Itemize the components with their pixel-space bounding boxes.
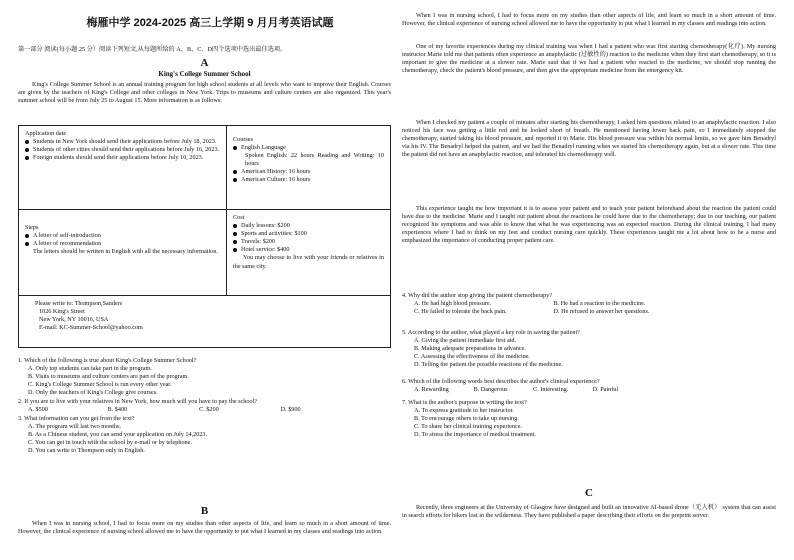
app-date-item: Foreign students should send their applications before July 10, 2023. (25, 154, 220, 162)
options-row (402, 308, 776, 316)
passage-a-title: King's College Summer School (158, 70, 251, 78)
answer-option[interactable]: D. Only the teachers of King's College give courses. (28, 389, 158, 397)
question-1 (18, 357, 391, 397)
program-info-table (18, 125, 391, 348)
cost-heading: Cost (233, 214, 245, 221)
contact-email: E-mail: KC-Summer-School@yahoo.com (39, 324, 143, 332)
answer-option[interactable]: C. Assessing the effectiveness of the medicine. (414, 353, 531, 361)
application-date-heading: Application date (25, 130, 67, 137)
answer-option[interactable]: B. He had a reaction to the medicine. (553, 300, 646, 308)
cost-item: Sports and activities: $100 (233, 230, 384, 238)
contact-cell (19, 296, 391, 348)
step-item: A letter of recommendation (25, 240, 220, 248)
bullet-icon (233, 146, 237, 150)
answer-option[interactable]: A. To express gratitude to her instructor. (414, 407, 514, 415)
question-5 (402, 329, 776, 369)
answer-option[interactable]: A. Rewarding (414, 386, 449, 394)
course-item: American Culture: 16 hours (233, 176, 384, 184)
bullet-icon (25, 140, 29, 144)
bullet-icon (25, 156, 29, 160)
bullet-icon (25, 242, 29, 246)
question-stem: 4. Why did the author stop giving the patient chemotherapy? (402, 292, 553, 299)
course-detail: Spoken English: 22 hours Reading and Writing: 10 hours (245, 152, 384, 168)
question-stem: 3. What information can you get from the text? (18, 415, 135, 422)
answer-option[interactable]: D. To stress the importance of medical treatment. (414, 431, 536, 439)
passage-b-letter: B (200, 505, 209, 517)
options-row (402, 300, 776, 308)
step-item: A letter of self-introduction (25, 232, 220, 240)
answer-option[interactable]: C. You can get in touch with the school by e-mail or by telephone. (28, 439, 192, 447)
courses-cell (227, 126, 391, 210)
app-date-item: Students in New York should send their applications before July 18, 2023. (25, 138, 220, 146)
question-2 (18, 398, 391, 414)
question-3 (18, 415, 391, 455)
steps-heading: Steps (25, 224, 39, 231)
passage-b-paragraph-3: When I checked my patient a couple of minutes after starting his chemotherapy, I asked him questions related to an anaphylactic reaction. I also noticed his face was getting a little red and he looked short of breath. He mentioned having lower back pain, so I immediately stopped the chemotherapy, started taking his blood pressure, and reported it to Marie. His blood pressure was within his normal limits, so we gave him Benadryl via his IV. The Benadryl helped the patient, and we had the Benadryl running when we started his chemotherapy again, but at a slower rate. This time the patient did not have an anaphylactic reaction, and tolerated his chemotherapy well. (402, 119, 776, 159)
answer-option[interactable]: A. $500 (28, 406, 48, 414)
answer-option[interactable]: B. Making adequate preparations in advance. (414, 345, 526, 353)
contact-line: New York, NY 10016, USA (39, 316, 109, 324)
question-6 (402, 378, 776, 394)
question-7 (402, 399, 776, 439)
options-row (18, 406, 391, 414)
answer-option[interactable]: D. He refused to answer her questions. (553, 308, 650, 316)
options-row (402, 386, 776, 394)
bullet-icon (233, 224, 237, 228)
application-date-cell (19, 126, 227, 210)
answer-option[interactable]: B. To encourage others to take up nursing. (414, 415, 519, 423)
passage-c-paragraph-1: Recently, three engineers at the University of Glasgow have designed and built an innovative AI-based drone（无人机） system that can assist in search efforts for hikers lost in the wilderness. They have published a paper describing their efforts on the preprint server. (402, 504, 776, 520)
answer-option[interactable]: C. Interesting. (533, 386, 569, 394)
answer-option[interactable]: A. Giving the patient immediate first aid. (414, 337, 517, 345)
course-item: American History: 16 hours (233, 168, 384, 176)
question-stem: 7. What is the author's purpose in writing the text? (402, 399, 527, 406)
part-instructions: 第一部分 阅读(每小题 25 分）阅读下列短文,从每题所给的 A、B、C、D四个选项中选出最佳选项。 (18, 46, 287, 53)
answer-option[interactable]: A. He had high blood pressure. (414, 300, 492, 308)
question-stem: 1. Which of the following is true about King's College Summer School? (18, 357, 197, 364)
cost-item: Daily lessons: $200 (233, 222, 384, 230)
answer-option[interactable]: B. Visits to museums and culture centers are part of the program. (28, 373, 189, 381)
passage-a-intro: King's College Summer School is an annual training program for high school students at all levels who want to improve their English. Courses are given by the teachers of King's College and other colleges in New York. Trips to museums and culture centers are also organized. This year's summer school will be from July 25 to August 15. More information is as follows: (18, 81, 391, 105)
answer-option[interactable]: A. Only top students can take part in the program. (28, 365, 152, 373)
contact-line: 1026 King's Street (39, 308, 85, 316)
answer-option[interactable]: C. $200 (199, 406, 219, 414)
question-4 (402, 292, 776, 316)
steps-note: The letters should be written in English with all the necessary information. (33, 248, 218, 256)
passage-b-paragraph-2: One of my favorite experiences during my clinical training was when I had a patient who was first starting chemotherapy(化疗). My nursing instructor Marie told me that patients often experience an anaphylactic (过敏性的) reaction to the medicine when they first start chemotherapy, so it is important to give the medicine at a slower rate. Marie said that if we had a patient who reacted to the medicine, we should stop running the chemotherapy, check the patient's blood pressure, and then give the appropriate medicine from the emergency kit. (402, 43, 776, 75)
answer-option[interactable]: B. Dangerous (473, 386, 508, 394)
steps-cell (19, 210, 227, 296)
cost-item: Hotel service: $400 (233, 246, 384, 254)
passage-b-paragraph-4: This experience taught me how important it is to assess your patient and to teach your patient beforehand about the reaction the patient could have due to the medicine. Marie and I taught our patient about the reactions he could have due to the chemotherapy; due to our teaching, our patient recognized his symptoms and was able to know that what he was experiencing was an expected reaction. During the clinical training, I had many experiences where I had to think on my feet and conduct nursing care quickly. These experiences taught me a lot about how to be a nurse and emphasized the importance of conducting proper patient care. (402, 205, 776, 245)
course-item: English Language (233, 144, 384, 152)
bullet-icon (25, 148, 29, 152)
answer-option[interactable]: D. Telling the patient the possible reactions of the medicine. (414, 361, 563, 369)
answer-option[interactable]: D. $900 (280, 406, 301, 414)
bullet-icon (233, 232, 237, 236)
passage-b-paragraph-1-cont: When I was in nursing school, I had to focus more on my studies than other aspects of life, and learn so much in a short amount of time. However, the clinical experience of nursing school allowed me to have the opportunity to put what I learned in my classes and readings into action. (402, 11, 776, 27)
bullet-icon (233, 170, 237, 174)
answer-option[interactable]: B. $400 (107, 406, 128, 414)
passage-b-paragraph-1: When I was in nursing school, I had to focus more on my studies than other aspects of life, and learn so much in a short amount of time. However, the clinical experience of nursing school allowed me to have the opportunity to put what I learned in my classes and readings into action. (18, 520, 391, 536)
answer-option[interactable]: C. He failed to tolerate the back pain. (414, 308, 507, 316)
answer-option[interactable]: C. King's College Summer School is run every other year. (28, 381, 172, 389)
answer-option[interactable]: A. The program will last two months. (28, 423, 122, 431)
cost-cell (227, 210, 391, 296)
question-stem: 6. Which of the following words best describes the author's clinical experience? (402, 378, 600, 385)
answer-option[interactable]: C. To share her clinical training experience. (414, 423, 523, 431)
passage-a-letter: A (200, 57, 209, 69)
bullet-icon (233, 178, 237, 182)
contact-line: Please write to: Thompson,Sanders (35, 300, 123, 307)
page-title: 梅雁中学 2024-2025 高三上学期 9 月月考英语试题 (86, 17, 334, 29)
answer-option[interactable]: B. As a Chinese student, you can send your application on July 14,2023. (28, 431, 208, 439)
passage-c-letter: C (585, 487, 593, 499)
answer-option[interactable]: D. Painful (592, 386, 619, 394)
bullet-icon (25, 234, 29, 238)
bullet-icon (233, 240, 237, 244)
cost-note: You may choose to live with your friends or relatives in the same city. (233, 254, 384, 270)
question-stem: 2. If you are to live with your relatives in New York, how much will you have to pay the school? (18, 398, 258, 405)
question-stem: 5. According to the author, what played a key role in saving the patient? (402, 329, 580, 336)
app-date-item: Students of other cities should send their applications before July 16, 2023. (25, 146, 220, 154)
cost-item: Travels: $200 (233, 238, 384, 246)
courses-heading: Courses (233, 136, 253, 143)
answer-option[interactable]: D. You can write to Thompson only in English. (28, 447, 145, 455)
bullet-icon (233, 248, 237, 252)
